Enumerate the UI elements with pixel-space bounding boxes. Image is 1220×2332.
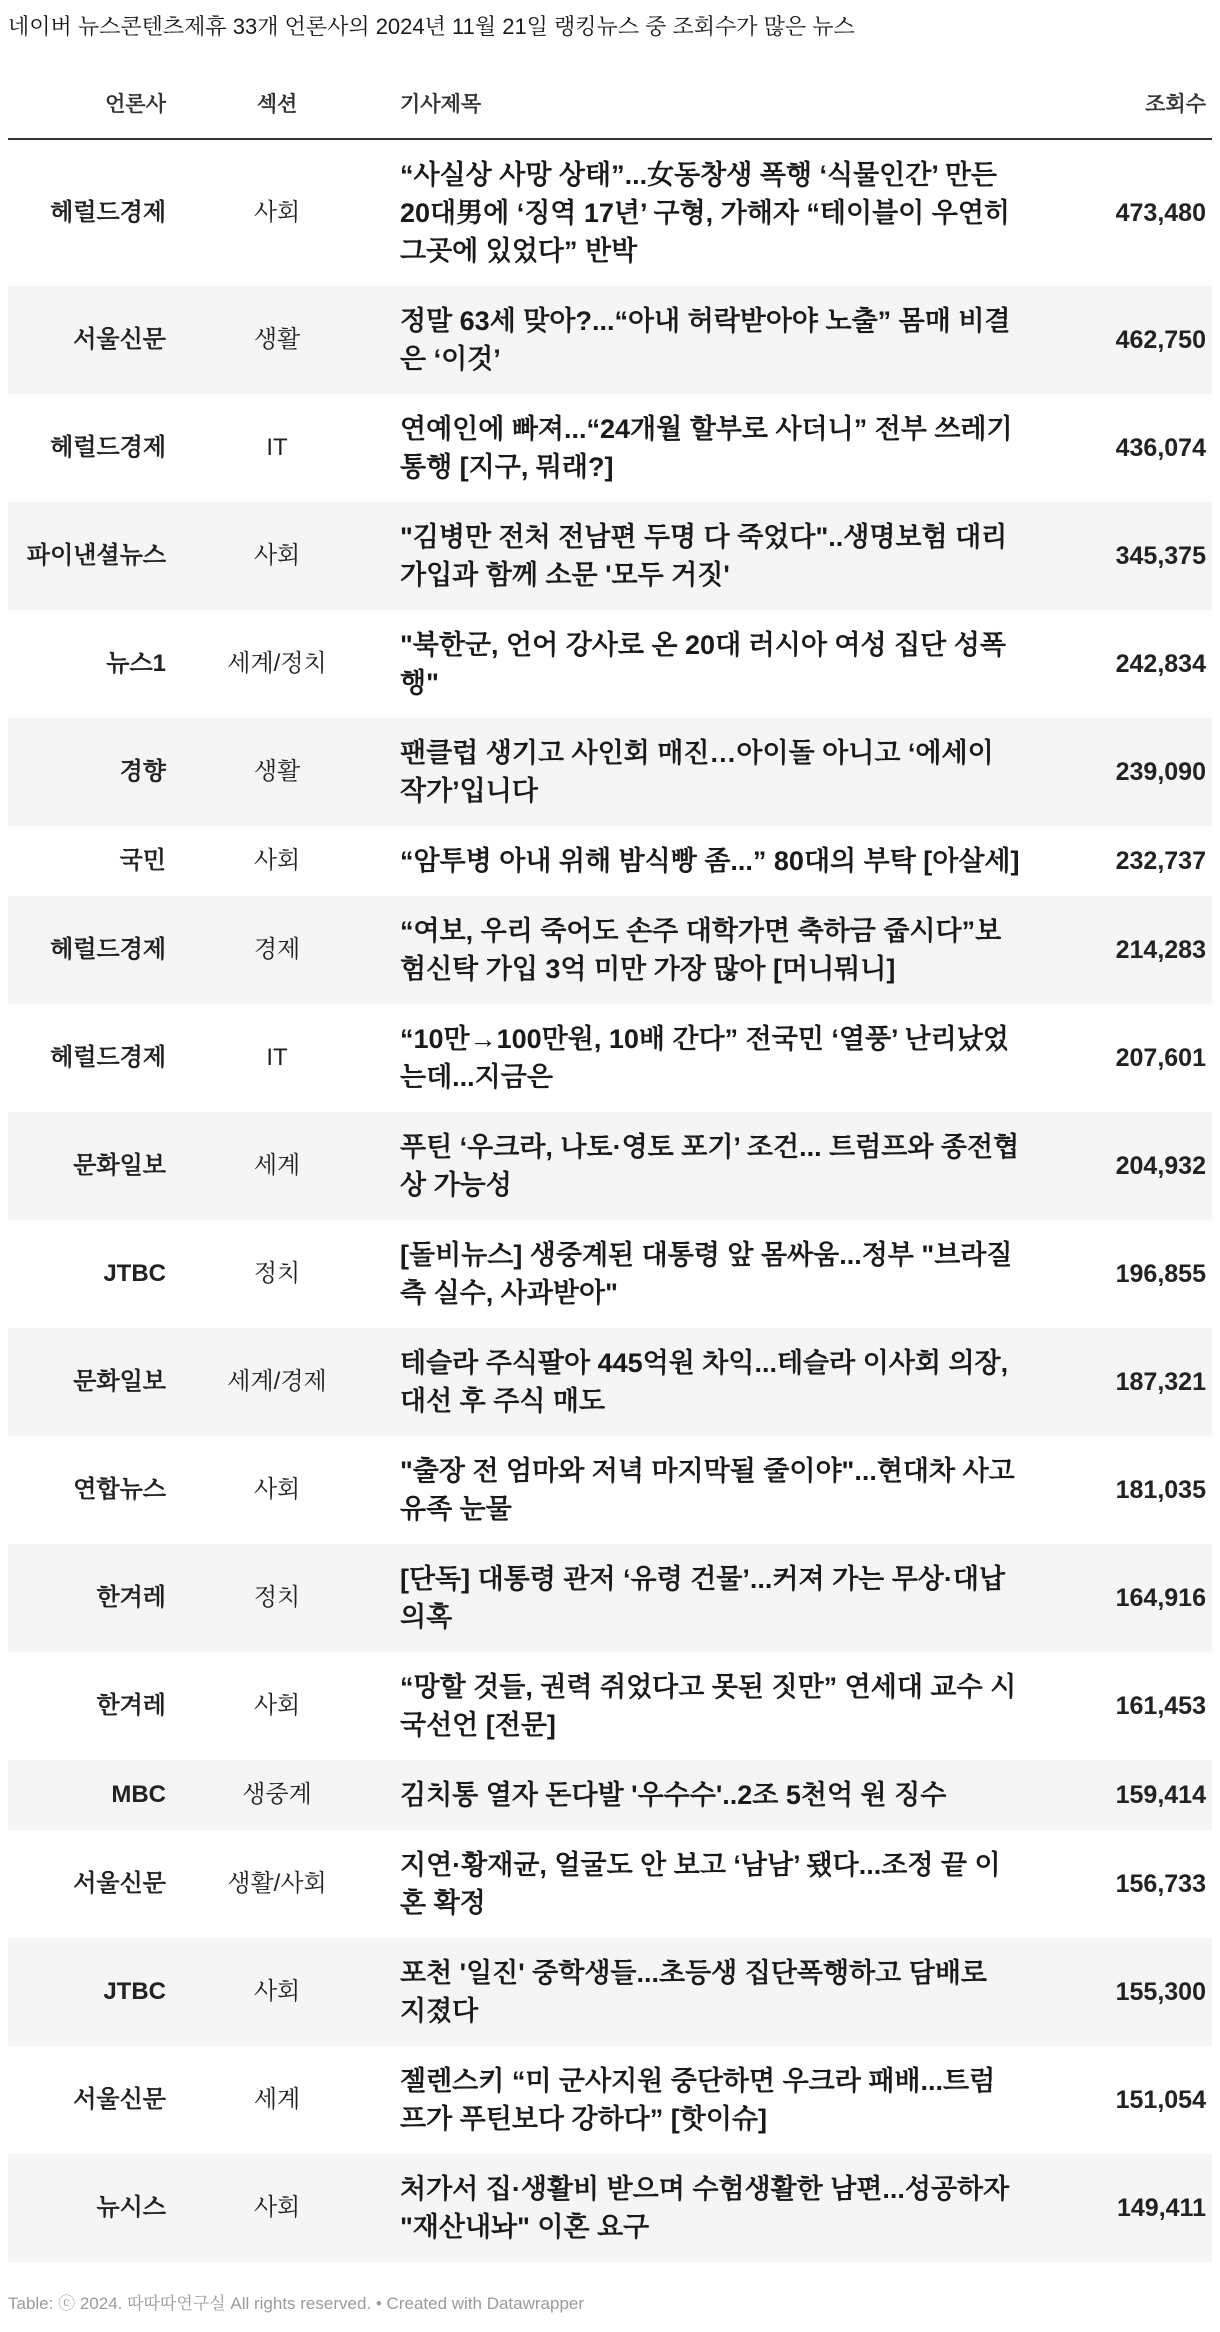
view-count: 164,916 [1115,1583,1206,1612]
footer-credit: ⓒ 2024. 따따따연구실 All rights reserved. [58,2294,372,2313]
article-headline: 정말 63세 맞아?...“아내 허락받아야 노출” 몸매 비결은 ‘이것’ [400,306,1011,374]
press-name: 헤럴드경제 [50,434,166,461]
article-headline: [돌비뉴스] 생중계된 대통령 앞 몸싸움...정부 "브라질 측 실수, 사과받아" [400,1240,1013,1308]
press-name: 서울신문 [73,1870,166,1897]
table-row [8,1652,1212,1760]
view-count: 161,453 [1115,1691,1206,1720]
press-name: JTBC [103,1978,166,2005]
article-headline: 연예인에 빠져...“24개월 할부로 사더니” 전부 쓰레기통행 [지구, 뭐래?] [400,414,1013,482]
section-label: 생활/사회 [227,1870,327,1897]
table-row [8,1938,1212,2046]
table-row [8,2154,1212,2262]
header-row [8,78,1212,139]
view-count: 156,733 [1115,1869,1206,1898]
view-count: 242,834 [1115,649,1206,678]
article-headline: 푸틴 ‘우크라, 나토·영토 포기’ 조건... 트럼프와 종전협상 가능성 [400,1132,1020,1200]
column-header-section: 섹션 [170,78,384,139]
press-name: 문화일보 [73,1152,166,1179]
article-headline: 젤렌스키 “미 군사지원 중단하면 우크라 패배...트럼프가 푸틴보다 강하다” [핫이슈] [400,2066,996,2134]
view-count: 187,321 [1115,1367,1206,1396]
table-row [8,1436,1212,1544]
table-row [8,718,1212,826]
press-name: MBC [111,1781,166,1808]
section-label: 경제 [253,936,301,963]
view-count: 207,601 [1115,1043,1206,1072]
press-name: 헤럴드경제 [50,1044,166,1071]
view-count: 155,300 [1115,1977,1206,2006]
article-headline: “망할 것들, 권력 쥐었다고 못된 짓만” 연세대 교수 시국선언 [전문] [400,1672,1017,1740]
press-name: JTBC [103,1260,166,1287]
table-row [8,502,1212,610]
press-name: 연합뉴스 [73,1476,166,1503]
section-label: 사회 [253,542,301,569]
table-row [8,394,1212,502]
section-label: 생활 [253,326,301,353]
article-headline: 김치통 열자 돈다발 '우수수'..2조 5천억 원 징수 [400,1780,947,1810]
press-name: 서울신문 [73,326,166,353]
section-label: 정치 [253,1260,301,1287]
article-headline: 팬클럽 생기고 사인회 매진…아이돌 아니고 ‘에세이 작가’입니다 [400,738,994,806]
press-name: 헤럴드경제 [50,936,166,963]
view-count: 159,414 [1115,1780,1206,1809]
table-row [8,896,1212,1004]
section-label: IT [266,434,288,461]
table-row [8,826,1212,896]
table-row [8,1220,1212,1328]
column-header-headline: 기사제목 [384,78,1062,139]
article-headline: 처가서 집·생활비 받으며 수험생활한 남편...성공하자 "재산내놔" 이혼 요구 [400,2174,1010,2242]
article-headline: 지연·황재균, 얼굴도 안 보고 ‘남남’ 됐다...조정 끝 이혼 확정 [400,1850,1001,1918]
table-row [8,1112,1212,1220]
table-row [8,610,1212,718]
column-header-views: 조회수 [1062,78,1212,139]
news-ranking-table [8,78,1212,2262]
footer-separator: • [375,2294,382,2313]
view-count: 214,283 [1115,935,1206,964]
table-row [8,139,1212,286]
section-label: 사회 [253,2194,301,2221]
view-count: 436,074 [1115,433,1206,462]
table-row [8,1830,1212,1938]
press-name: 경향 [119,758,166,785]
section-label: 사회 [253,1978,301,2005]
view-count: 149,411 [1117,2193,1206,2222]
article-headline: 테슬라 주식팔아 445억원 차익...테슬라 이사회 의장, 대선 후 주식 매도 [400,1348,1009,1416]
view-count: 345,375 [1115,541,1206,570]
view-count: 204,932 [1115,1151,1206,1180]
section-label: 세계/경제 [227,1368,327,1395]
table-footer [8,2292,1212,2332]
section-label: 생활 [253,758,301,785]
view-count: 462,750 [1115,325,1206,354]
press-name: 문화일보 [73,1368,166,1395]
table-row [8,286,1212,394]
press-name: 뉴스1 [106,650,166,677]
article-headline: [단독] 대통령 관저 ‘유령 건물’...커져 가는 무상·대납 의혹 [400,1564,1006,1632]
article-headline: “여보, 우리 죽어도 손주 대학가면 축하금 줍시다”보험신탁 가입 3억 미만 가장 많아 [머니뭐니] [400,916,1002,984]
section-label: 사회 [253,847,301,874]
view-count: 196,855 [1115,1259,1206,1288]
datawrapper-credit-link[interactable]: Created with Datawrapper [386,2294,585,2313]
article-headline: "출장 전 엄마와 저녁 마지막될 줄이야"...현대차 사고 유족 눈물 [400,1456,1015,1524]
table-header [8,78,1212,139]
view-count: 473,480 [1115,198,1206,227]
view-count: 232,737 [1115,846,1206,875]
table-row [8,1004,1212,1112]
section-label: 사회 [253,199,301,226]
press-name: 뉴시스 [96,2194,166,2221]
table-row [8,1544,1212,1652]
section-label: 세계/정치 [227,650,327,677]
press-name: 국민 [119,847,166,874]
section-label: 사회 [253,1692,301,1719]
section-label: 생중계 [242,1781,312,1808]
footer-label: Table: [8,2294,54,2313]
table-row [8,1328,1212,1436]
column-header-press: 언론사 [8,78,170,139]
press-name: 한겨레 [96,1692,166,1719]
table-body [8,139,1212,2262]
section-label: 세계 [253,1152,301,1179]
view-count: 151,054 [1115,2085,1206,2114]
article-headline: "김병만 전처 전남편 두명 다 죽었다"..생명보험 대리가입과 함께 소문 '모두 거짓' [400,522,1008,590]
article-headline: “10만→100만원, 10배 간다” 전국민 ‘열풍’ 난리났었는데...지금은 [400,1024,1009,1092]
press-name: 파이낸셜뉴스 [26,542,166,569]
section-label: 사회 [253,1476,301,1503]
press-name: 헤럴드경제 [50,199,166,226]
article-headline: "북한군, 언어 강사로 온 20대 러시아 여성 집단 성폭행" [400,630,1006,698]
article-headline: 포천 '일진' 중학생들...초등생 집단폭행하고 담배로 지졌다 [400,1958,987,2026]
article-headline: “암투병 아내 위해 밤식빵 좀...” 80대의 부탁 [아살세] [400,846,1020,876]
article-headline: “사실상 사망 상태”...女동창생 폭행 ‘식물인간’ 만든 20대男에 ‘징역 17년’ 구형, 가해자 “테이블이 우연히 그곳에 있었다” 반박 [400,160,1010,266]
section-label: 정치 [253,1584,301,1611]
page-title: 네이버 뉴스콘텐츠제휴 33개 언론사의 2024년 11월 21일 랭킹뉴스 중 조회수가 많은 뉴스 [8,14,855,39]
view-count: 181,035 [1115,1475,1206,1504]
press-name: 한겨레 [96,1584,166,1611]
section-label: 세계 [253,2086,301,2113]
section-label: IT [266,1044,288,1071]
press-name: 서울신문 [73,2086,166,2113]
table-row [8,1760,1212,1830]
view-count: 239,090 [1115,757,1206,786]
table-row [8,2046,1212,2154]
